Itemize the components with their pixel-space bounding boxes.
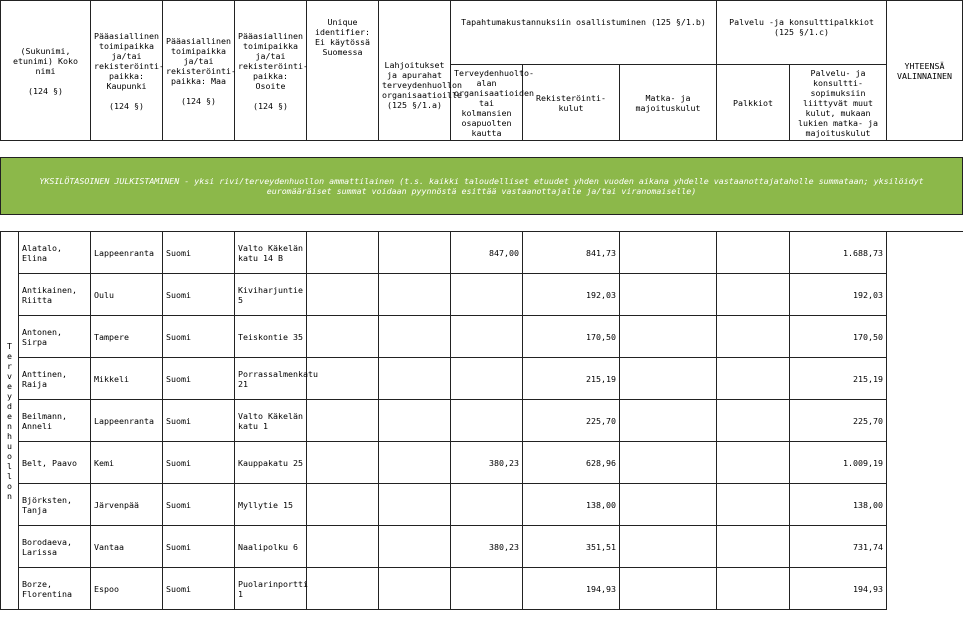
- other-costs-cell: [717, 400, 790, 442]
- header-registration-fees: Rekisteröinti- kulut: [523, 65, 620, 141]
- total-cell: 1.688,73: [790, 232, 887, 274]
- header-event-costs: Tapahtumakustannuksiin osallistuminen (125 §/1.b): [451, 1, 717, 65]
- country-cell: Suomi: [163, 358, 235, 400]
- table-row: [1, 526, 963, 568]
- total-cell: 1.009,19: [790, 442, 887, 484]
- header-country-ref: (124 §): [181, 95, 216, 106]
- address-cell: Puolarinportti 1: [235, 568, 307, 610]
- other-costs-cell: [717, 484, 790, 526]
- fees-cell: [620, 358, 717, 400]
- country-cell: Suomi: [163, 274, 235, 316]
- event-via-organisation-cell: [379, 400, 451, 442]
- event-via-organisation-cell: [379, 316, 451, 358]
- unique-identifier-cell: [307, 316, 379, 358]
- registration-fees-cell: 380,23: [451, 442, 523, 484]
- travel-costs-cell: 138,00: [523, 484, 620, 526]
- fees-cell: [620, 316, 717, 358]
- total-cell: 215,19: [790, 358, 887, 400]
- header-full-name: [1, 1, 91, 141]
- fees-cell: [620, 274, 717, 316]
- header-service-other-costs: Palvelu- ja konsultti- sopimuksiin liittyvät muut kulut, mukaan lukien matka- ja majoituskulut: [790, 65, 887, 141]
- registration-fees-cell: [451, 274, 523, 316]
- fees-cell: [620, 526, 717, 568]
- fees-cell: [620, 400, 717, 442]
- other-costs-cell: [717, 274, 790, 316]
- header-full-name-ref: (124 §): [28, 85, 63, 96]
- header-travel-accommodation: Matka- ja majoituskulut: [620, 65, 717, 141]
- event-via-organisation-cell: [379, 232, 451, 274]
- country-cell: Suomi: [163, 484, 235, 526]
- unique-identifier-cell: [307, 400, 379, 442]
- city-cell: Lappeenranta: [91, 232, 163, 274]
- table-row: [1, 442, 963, 484]
- header-service-fees: Palvelu -ja konsulttipalkkiot (125 §/1.c): [717, 1, 887, 65]
- unique-identifier-cell: [307, 274, 379, 316]
- registration-fees-cell: 847,00: [451, 232, 523, 274]
- city-cell: Järvenpää: [91, 484, 163, 526]
- address-cell: Valto Käkelän katu 1: [235, 400, 307, 442]
- unique-identifier-cell: [307, 568, 379, 610]
- recipient-name-cell: Antonen, Sirpa: [19, 316, 91, 358]
- recipient-name-cell: Alatalo, Elina: [19, 232, 91, 274]
- registration-fees-cell: [451, 568, 523, 610]
- header-fees: Palkkiot: [717, 65, 790, 141]
- unique-identifier-cell: [307, 484, 379, 526]
- total-cell: 225,70: [790, 400, 887, 442]
- other-costs-cell: [717, 442, 790, 484]
- header-address-ref: (124 §): [253, 100, 288, 111]
- header-full-name-label: (Sukunimi, etunimi) Koko nimi: [13, 45, 78, 76]
- address-cell: Teiskontie 35: [235, 316, 307, 358]
- total-cell: 138,00: [790, 484, 887, 526]
- registration-fees-cell: [451, 400, 523, 442]
- total-cell: 192,03: [790, 274, 887, 316]
- address-cell: Valto Käkelän katu 14 B: [235, 232, 307, 274]
- table-row: [1, 400, 963, 442]
- country-cell: Suomi: [163, 400, 235, 442]
- fees-cell: [620, 484, 717, 526]
- country-cell: Suomi: [163, 568, 235, 610]
- city-cell: Espoo: [91, 568, 163, 610]
- event-via-organisation-cell: [379, 274, 451, 316]
- recipient-name-cell: Borze, Florentina: [19, 568, 91, 610]
- other-costs-cell: [717, 316, 790, 358]
- address-cell: Kauppakatu 25: [235, 442, 307, 484]
- country-cell: Suomi: [163, 526, 235, 568]
- city-cell: Tampere: [91, 316, 163, 358]
- header-unique-identifier: Unique identifier: Ei käytössä Suomessa: [307, 1, 379, 141]
- city-cell: Vantaa: [91, 526, 163, 568]
- fees-cell: [620, 232, 717, 274]
- total-cell: 170,50: [790, 316, 887, 358]
- unique-identifier-cell: [307, 232, 379, 274]
- country-cell: Suomi: [163, 316, 235, 358]
- event-via-organisation-cell: [379, 568, 451, 610]
- table-row: [1, 316, 963, 358]
- recipient-name-cell: Antikainen, Riitta: [19, 274, 91, 316]
- travel-costs-cell: 225,70: [523, 400, 620, 442]
- event-via-organisation-cell: [379, 442, 451, 484]
- registration-fees-cell: [451, 358, 523, 400]
- other-costs-cell: [717, 232, 790, 274]
- registration-fees-cell: [451, 316, 523, 358]
- recipient-name-cell: Anttinen, Raija: [19, 358, 91, 400]
- address-cell: Myllytie 15: [235, 484, 307, 526]
- header-address: [235, 1, 307, 141]
- unique-identifier-cell: [307, 442, 379, 484]
- table-body: [1, 232, 963, 610]
- spacer-row: [1, 141, 963, 158]
- unique-identifier-cell: [307, 526, 379, 568]
- fees-cell: [620, 568, 717, 610]
- registration-fees-cell: [451, 484, 523, 526]
- address-cell: Naalipolku 6: [235, 526, 307, 568]
- table-row: [1, 274, 963, 316]
- other-costs-cell: [717, 358, 790, 400]
- travel-costs-cell: 628,96: [523, 442, 620, 484]
- registration-fees-cell: 380,23: [451, 526, 523, 568]
- header-event-via-organisation: Terveydenhuolto- alan organisaatioiden tai kolmansien osapuolten kautta: [451, 65, 523, 141]
- event-via-organisation-cell: [379, 358, 451, 400]
- recipient-name-cell: Beilmann, Anneli: [19, 400, 91, 442]
- total-cell: 194,93: [790, 568, 887, 610]
- city-cell: Mikkeli: [91, 358, 163, 400]
- other-costs-cell: [717, 526, 790, 568]
- header-country-label: Pääasiallinen toimipaikka ja/tai rekisteröinti- paikka: Maa: [166, 35, 236, 86]
- recipient-category-label: T e r v e y d e n h u o l l o n: [1, 232, 19, 610]
- spacer-row: [1, 215, 963, 232]
- address-cell: Kiviharjuntie 5: [235, 274, 307, 316]
- fees-cell: [620, 442, 717, 484]
- travel-costs-cell: 351,51: [523, 526, 620, 568]
- travel-costs-cell: 215,19: [523, 358, 620, 400]
- country-cell: Suomi: [163, 232, 235, 274]
- section-band: YKSILÖTASOINEN JULKISTAMINEN - yksi rivi/terveydenhuollon ammattilainen (t.s. kaikki taloudelliset etuudet yhden vuoden aikana yhdelle vastaanottajataholle summataan; yksilöidyt euromääräiset summat voidaan pyynnöstä esittää vastaanottajalle ja/tai viranomaiselle): [1, 158, 963, 215]
- header-total: YHTEENSÄ VALINNAINEN: [887, 1, 963, 141]
- table-row: [1, 484, 963, 526]
- event-via-organisation-cell: [379, 484, 451, 526]
- header-donations: Lahjoitukset ja apurahat terveydenhuollon organisaatioille (125 §/1.a): [379, 1, 451, 141]
- travel-costs-cell: 192,03: [523, 274, 620, 316]
- header-city-ref: (124 §): [109, 100, 144, 111]
- table-header: [1, 1, 963, 141]
- recipient-name-cell: Björksten, Tanja: [19, 484, 91, 526]
- table-row: [1, 358, 963, 400]
- recipient-name-cell: Belt, Paavo: [19, 442, 91, 484]
- recipient-name-cell: Borodaeva, Larissa: [19, 526, 91, 568]
- travel-costs-cell: 841,73: [523, 232, 620, 274]
- city-cell: Oulu: [91, 274, 163, 316]
- header-address-label: Pääasiallinen toimipaikka ja/tai rekisteröinti- paikka: Osoite: [238, 30, 308, 91]
- total-cell: 731,74: [790, 526, 887, 568]
- travel-costs-cell: 194,93: [523, 568, 620, 610]
- other-costs-cell: [717, 568, 790, 610]
- unique-identifier-cell: [307, 358, 379, 400]
- country-cell: Suomi: [163, 442, 235, 484]
- table-row: [1, 232, 963, 274]
- header-city-label: Pääasiallinen toimipaikka ja/tai rekisteröinti- paikka: Kaupunki: [94, 30, 164, 91]
- header-country: [163, 1, 235, 141]
- address-cell: Porrassalmenkatu 21: [235, 358, 307, 400]
- city-cell: Lappeenranta: [91, 400, 163, 442]
- event-via-organisation-cell: [379, 526, 451, 568]
- table-row: [1, 568, 963, 610]
- city-cell: Kemi: [91, 442, 163, 484]
- travel-costs-cell: 170,50: [523, 316, 620, 358]
- header-city: [91, 1, 163, 141]
